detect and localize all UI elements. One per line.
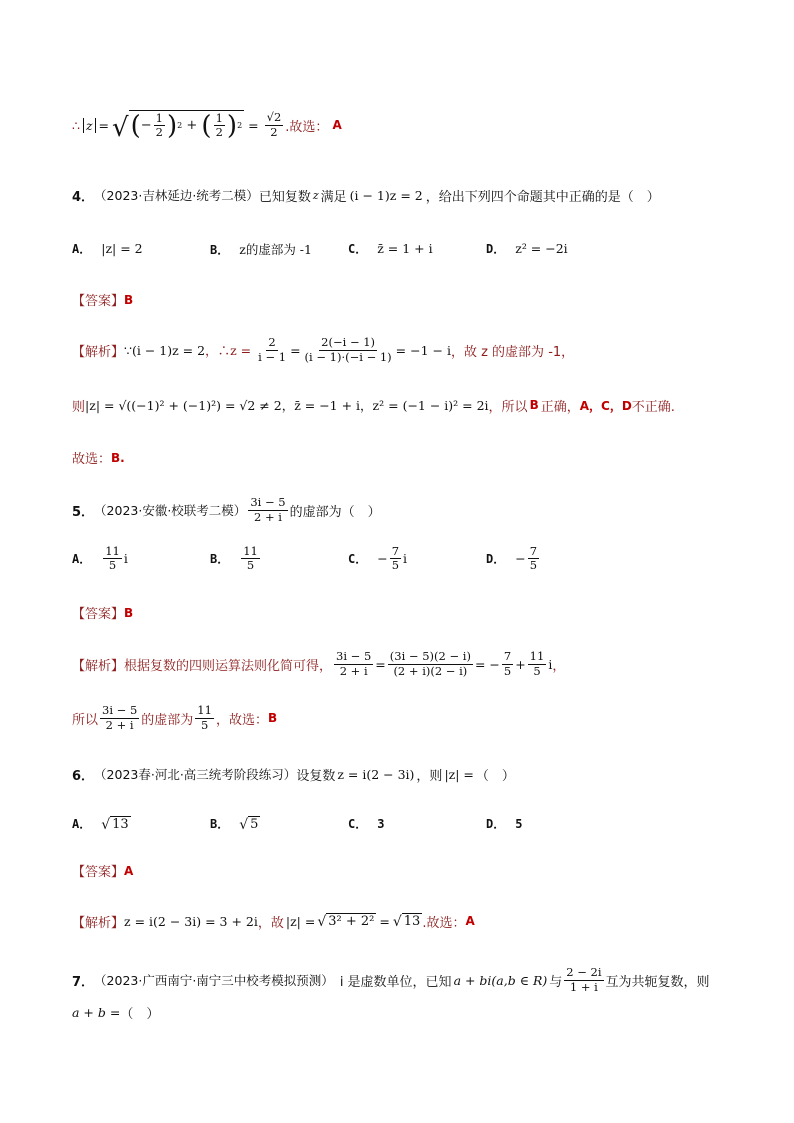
- answer-letter: A: [124, 863, 134, 878]
- analysis-line: 【解析】 z = i(2 − 3i) = 3 + 2i ，故 |z| = √ 3² + 2² = √ 13 .故选： A: [72, 913, 475, 931]
- option-b: B． √ 5: [210, 816, 259, 833]
- analysis-line-2: 所以 $\frac{3i - 5}{2 + i}$ 的虚部为 $\frac{11}{5}$ ，故选： B: [72, 703, 278, 732]
- analysis-label: 【解析】: [72, 915, 125, 931]
- answer-letter: B: [124, 605, 134, 620]
- option-a: A． √ 13: [72, 816, 129, 833]
- abs-z: z: [83, 118, 96, 133]
- option-b: B． z的虚部为 -1: [210, 242, 312, 257]
- question-number: 4．: [72, 189, 95, 205]
- answer-row: [72, 861, 133, 880]
- fraction: $\frac{2}{i - 1}$: [258, 335, 287, 364]
- conclusion-row: 故选： B.: [72, 450, 125, 467]
- option-d: D． − $\frac{7}{5}$: [486, 544, 538, 573]
- question-4-stem: 4． （2023·吉林延边·统考二模） 已知复数 z 满足 (i − 1)z = 2 ，给出下列四个命题其中正确的是（ ）: [72, 187, 660, 205]
- analysis-label: 【解析】: [72, 344, 125, 360]
- question-7-line-2: a + b = （ ）: [72, 1005, 160, 1022]
- question-number: 7．: [72, 974, 95, 990]
- option-c: C． − $\frac{7}{5}$ i: [348, 544, 408, 573]
- fraction: $\frac{3i - 5}{2 + i}$: [250, 495, 286, 524]
- question-7-stem: 7． （2023·广西南宁·南宁三中校考模拟预测） i 是虚数单位，已知 a + bi(a,b ∈ R) 与 $\frac{2 - 2i}{1 + i}$ 互为共轭复数，则: [72, 965, 710, 994]
- answer-label: 【答案】: [72, 865, 125, 880]
- question-number: 6．: [72, 768, 95, 784]
- question-6-stem: 6． （2023春·河北·高三统考阶段练习） 设复数 z = i(2 − 3i) ，则 |z| = （ ）: [72, 766, 515, 784]
- answer-row: [72, 603, 133, 622]
- equals: =: [98, 117, 110, 133]
- question-5-stem: 5． （2023·安徽·校联考二模） $\frac{3i - 5}{2 + i}$ 的虚部为（ ）: [72, 495, 381, 524]
- analysis-line-1: 【解析】 ∵(i − 1)z = 2 ，∴z = $\frac{2}{i - 1}$ = $\frac{2(-i - 1)}{(i - 1)\cdot(-i - 1)}$ = −1 − i ，故 z 的虚部为 -1，: [72, 335, 575, 364]
- fraction: $\frac{1}{2}$: [155, 110, 163, 139]
- result-fraction: $\frac{√2}{2}$: [266, 110, 282, 139]
- question-source: （2023春·河北·高三统考阶段练习）: [94, 767, 297, 782]
- conclusion-text: .故选：: [285, 119, 329, 135]
- answer-letter: B: [124, 292, 134, 307]
- analysis-label: 【解析】: [72, 658, 125, 674]
- option-c: C． z̄ = 1 + i: [348, 241, 433, 256]
- fraction: $\frac{1}{2}$: [215, 110, 223, 139]
- condition-expression: (i − 1)z = 2: [349, 187, 423, 203]
- prev-solution-tail: ∴ z = √ ( − $\frac{1}{2}$ ) 2 + ( $\frac{1}{2}$ ) 2 = $\frac{√2}{2}$ .故选： A: [72, 110, 342, 143]
- analysis-line-1: 【解析】 根据复数的四则运算法则化简可得， $\frac{3i - 5}{2 + i}$ = $\frac{(3i - 5)(2 - i)}{(2 + i)(2 - i)}$ = − $\frac{7}{5}$ + $\frac{11}{5}$ i ，: [72, 649, 566, 678]
- analysis-line-2: 则 |z| = √((−1)² + (−1)²) = √2 ≠ 2 ，z̄ = −1 + i ，z² = (−1 − i)² = 2i ，所以 B 正确， A，C，D 不正确.: [72, 397, 675, 415]
- answer-label: 【答案】: [72, 607, 125, 622]
- question-source: （2023·广西南宁·南宁三中校考模拟预测）: [94, 973, 334, 988]
- option-c: C． 3: [348, 816, 385, 831]
- answer-letter: A: [332, 118, 342, 132]
- option-a: A． $\frac{11}{5}$ i: [72, 544, 128, 573]
- therefore-symbol: ∴: [72, 117, 80, 133]
- answer-label: 【答案】: [72, 294, 125, 309]
- option-a: A． |z| = 2: [72, 241, 143, 256]
- fraction: $\frac{2(-i - 1)}{(i - 1)\cdot(-i - 1)}$: [304, 335, 392, 364]
- option-b: B． $\frac{11}{5}$: [210, 544, 258, 573]
- sqrt-expression: √ ( − $\frac{1}{2}$ ) 2 + ( $\frac{1}{2}$ ) 2: [112, 110, 243, 143]
- answer-row: [72, 290, 133, 309]
- option-d: D． 5: [486, 816, 523, 831]
- question-number: 5．: [72, 504, 95, 520]
- question-source: （2023·安徽·校联考二模）: [94, 503, 247, 518]
- question-source: （2023·吉林延边·统考二模）: [94, 188, 259, 203]
- option-d: D． z² = −2i: [486, 241, 568, 256]
